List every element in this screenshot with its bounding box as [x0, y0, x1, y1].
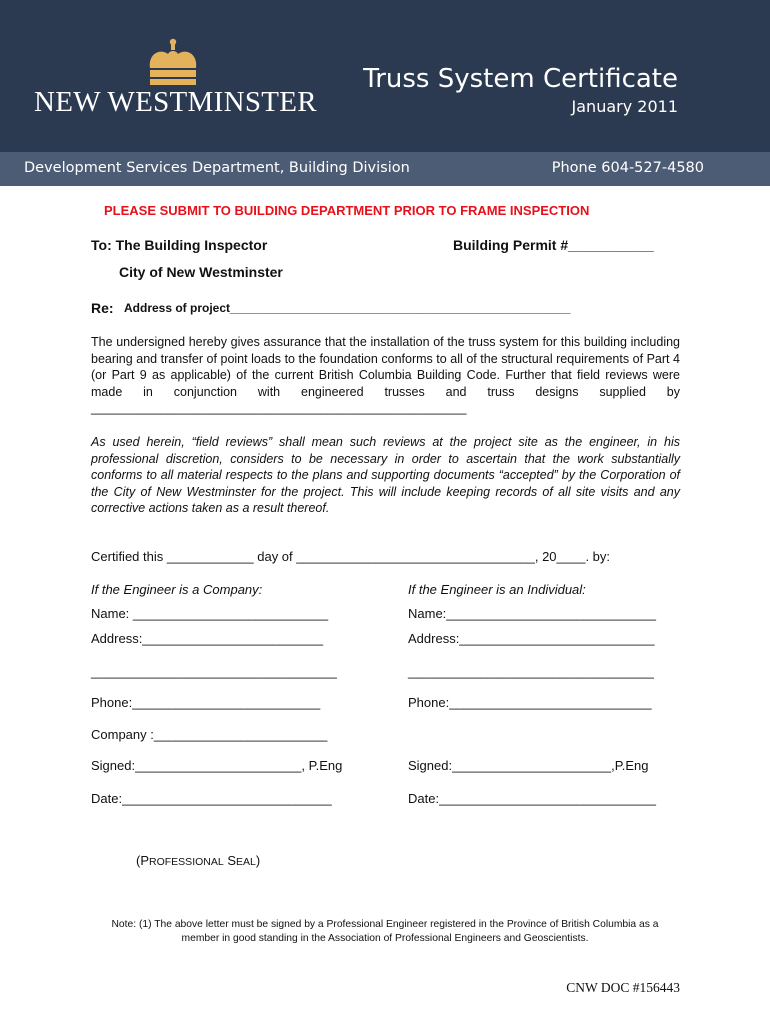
page-title: Truss System Certificate	[363, 64, 678, 94]
certified-line[interactable]: Certified this ____________ day of _________________________________, 20____. by:	[91, 549, 611, 564]
re-label: Re:	[91, 300, 114, 316]
logo-wordmark: NEW WESTMINSTER	[34, 86, 317, 118]
individual-date-field[interactable]: Date:______________________________	[408, 791, 656, 806]
individual-name-field[interactable]: Name:_____________________________	[408, 606, 656, 621]
crown-logo-icon	[146, 38, 200, 88]
individual-phone-field[interactable]: Phone:____________________________	[408, 695, 652, 710]
to-line: To: The Building Inspector	[91, 237, 268, 253]
department-label: Development Services Department, Building Division	[24, 160, 410, 176]
building-permit-field[interactable]: Building Permit #___________	[453, 237, 654, 253]
submission-notice: PLEASE SUBMIT TO BUILDING DEPARTMENT PRIOR TO FRAME INSPECTION	[104, 203, 590, 218]
company-date-field[interactable]: Date:_____________________________	[91, 791, 332, 806]
footnote: Note: (1) The above letter must be signed by a Professional Engineer registered in the Province of British Columbia as a member in good standing in the Association of Professional Engineers and Geoscientists.	[111, 919, 659, 944]
company-name-field[interactable]: Name: ___________________________	[91, 606, 329, 621]
individual-signed-field[interactable]: Signed:______________________,P.Eng	[408, 758, 649, 773]
company-heading: If the Engineer is a Company:	[91, 582, 263, 597]
document-number: CNW DOC #156443	[566, 980, 680, 995]
professional-seal-label: (PROFESSIONAL SEAL)	[136, 853, 261, 868]
company-address-field[interactable]: Address:_________________________	[91, 631, 324, 646]
individual-heading: If the Engineer is an Individual:	[408, 582, 586, 597]
company-signed-field[interactable]: Signed:_______________________, P.Eng	[91, 758, 343, 773]
company-phone-field[interactable]: Phone:__________________________	[91, 695, 321, 710]
city-line: City of New Westminster	[119, 264, 283, 280]
individual-address-field[interactable]: Address:___________________________	[408, 631, 655, 646]
company-address-line2-field[interactable]: __________________________________	[91, 664, 337, 679]
individual-address-line2-field[interactable]: __________________________________	[408, 664, 654, 679]
project-address-field[interactable]: Address of project___________________________________________________	[124, 301, 571, 315]
document-date: January 2011	[571, 97, 678, 116]
phone-label: Phone 604-527-4580	[551, 160, 704, 176]
assurance-paragraph: The undersigned hereby gives assurance that the installation of the truss system for this building including bearing and transfer of point loads to the foundation conforms to all of the structural requirements of Part 4 (or Part 9 as applicable) of the current British Columbia Building Code. Further that field reviews were made in conjunction with engineered trusses and truss designs supplied by ______________________________________________________	[91, 335, 680, 416]
field-reviews-definition: As used herein, “field reviews” shall mean such reviews at the project site as the engineer, in his professional discretion, considers to be necessary in order to ascertain that the work substantially conforms to all material respects to the plans and supporting documents “accepted” by the Corporation of the City of New Westminster for the project. This will include keeping records of all site visits and any corrective actions taken as a result thereof.	[91, 435, 680, 516]
company-field[interactable]: Company :________________________	[91, 727, 328, 742]
